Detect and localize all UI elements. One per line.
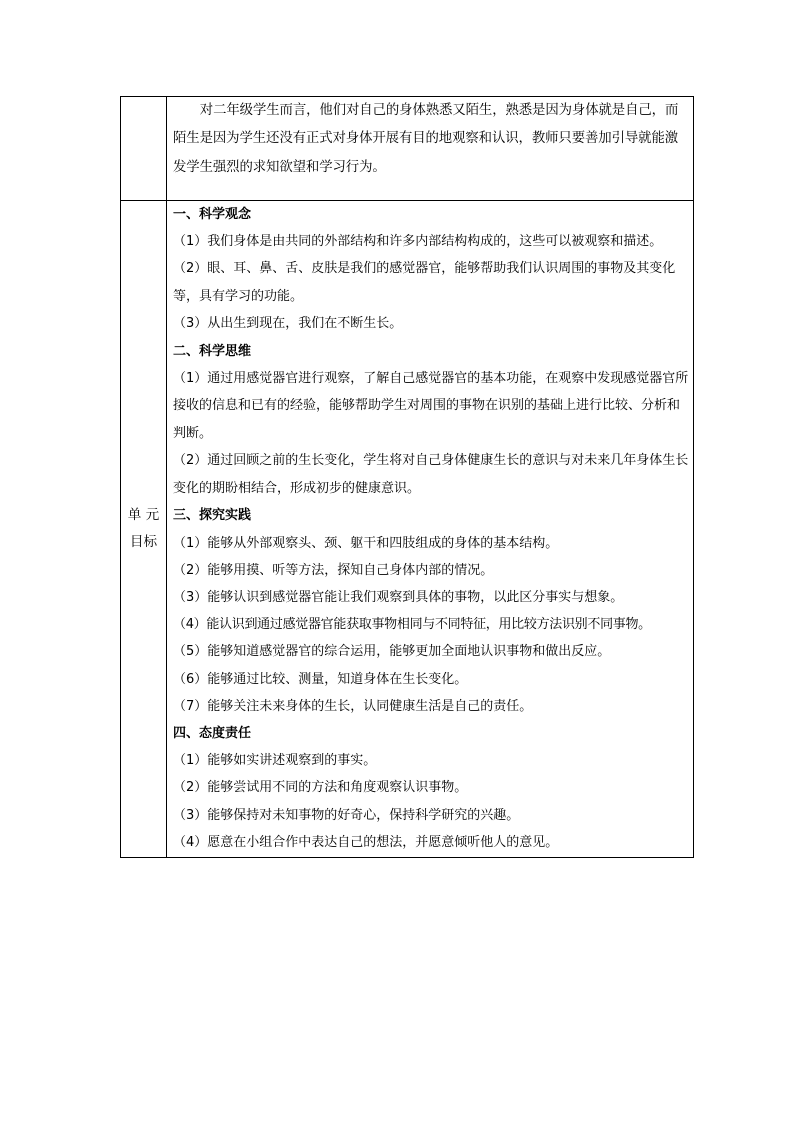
intro-cell <box>167 97 694 201</box>
goal-item: （4）愿意在小组合作中表达自己的想法，并愿意倾听他人的意见。 <box>173 834 559 850</box>
unit-plan-table <box>120 96 694 858</box>
goal-item: （1）通过用感觉器官进行观察，了解自己感觉器官的基本功能，在观察中发现感觉器官所接收的信息和已有的经验，能够帮助学生对周围的事物在识别的基础上进行比较、分析和判断。 <box>173 370 689 441</box>
goal-item: （2）通过回顾之前的生长变化，学生将对自己身体健康生长的意识与对未来几年身体生长变化的期盼相结合，形成初步的健康意识。 <box>173 453 689 496</box>
section-heading-attitude-responsibility: 四、态度责任 <box>173 725 252 741</box>
unit-goals-row <box>121 201 694 858</box>
intro-paragraph: 对二年级学生而言，他们对自己的身体熟悉又陌生，熟悉是因为身体就是自己，而陌生是因为学生还没有正式对身体开展有目的地观察和认识，教师只要善加引导就能激发学生强烈的求知欲望和学习行为。 <box>173 103 679 175</box>
section-heading-inquiry-practice: 三、探究实践 <box>173 508 252 524</box>
goal-item: （7）能够关注未来身体的生长，认同健康生活是自己的责任。 <box>173 698 533 714</box>
goal-item: （3）能够认识到感觉器官能让我们观察到具体的事物，以此区分事实与想象。 <box>173 589 624 605</box>
goal-item: （3）能够保持对未知事物的好奇心，保持科学研究的兴趣。 <box>173 807 520 823</box>
goal-item: （1）能够如实讲述观察到的事实。 <box>173 753 377 769</box>
goal-item: （2）能够尝试用不同的方法和角度观察认识事物。 <box>173 780 468 796</box>
unit-goals-label <box>121 201 167 858</box>
goal-item: （3）从出生到现在，我们在不断生长。 <box>173 316 403 332</box>
goal-item: （4）能认识到通过感觉器官能获取事物相同与不同特征，用比较方法识别不同事物。 <box>173 617 651 633</box>
section-heading-science-thinking: 二、科学思维 <box>173 343 252 359</box>
unit-goals-content <box>167 201 694 858</box>
intro-row <box>121 97 694 201</box>
section-heading-science-concepts: 一、科学观念 <box>173 207 252 222</box>
unit-goals-label-line-2: 目标 <box>129 533 158 550</box>
goal-item: （2）眼、耳、鼻、舌、皮肤是我们的感觉器官，能够帮助我们认识周围的事物及其变化等，具有学习的功能。 <box>173 261 676 304</box>
goal-item: （6）能够通过比较、测量，知道身体在生长变化。 <box>173 671 468 687</box>
goal-item: （5）能够知道感觉器官的综合运用，能够更加全面地认识事物和做出反应。 <box>173 644 611 660</box>
intro-label-cell <box>121 97 167 201</box>
unit-goals-label-line-1: 单 元 <box>127 506 160 523</box>
goal-item: （2）能够用摸、听等方法，探知自己身体内部的情况。 <box>173 562 494 578</box>
goal-item: （1）能够从外部观察头、颈、躯干和四肢组成的身体的基本结构。 <box>173 535 559 551</box>
goal-item: （1）我们身体是由共同的外部结构和许多内部结构构成的，这些可以被观察和描述。 <box>173 234 663 250</box>
